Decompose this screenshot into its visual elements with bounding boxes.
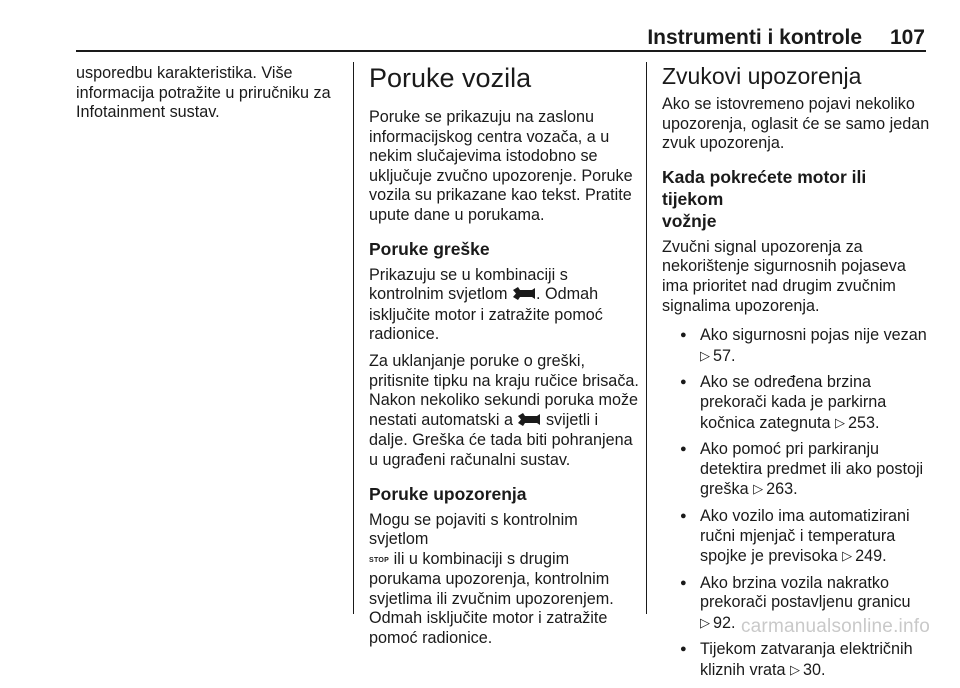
bullet-icon: ● (680, 376, 687, 389)
error-paragraph-1: Prikazuju se u kombinaciji s kontrolnim svjetlom . Odmah isključite motor i zatražite pomoć radionice. (369, 265, 603, 344)
page-reference-icon: ▷ (835, 414, 845, 430)
column-1 (76, 64, 346, 130)
column-divider (353, 62, 354, 614)
chimes-intro: Ako se istovremeno pojavi nekoliko upozorenja, oglasit će se samo jedan zvuk upozorenja. (662, 95, 930, 153)
list-item: ● Ako sigurnosni pojas nije vezan ▷ 57. (680, 326, 927, 365)
page-reference-icon: ▷ (842, 548, 853, 564)
heading-error-messages: Poruke greške (369, 238, 490, 259)
page-number: 107 (889, 26, 925, 49)
warning-paragraph: Mogu se pojaviti s kontrolnim svjetlom STOP ili u kombinaciji s drugim porukama upozorenja, kontrolnim svjetlima ili zvučnim upozorenjem. Odmah isključite motor i zatražite pomoć radionice. (369, 510, 614, 648)
list-item: ● Ako vozilo ima automatizirani ručni mjenjač i temperatura spojke je previsoka ▷ 249. (680, 506, 910, 566)
page-reference-icon: ▷ (789, 662, 800, 678)
bullet-icon: ● (680, 576, 687, 589)
column-3 (662, 62, 932, 688)
page-reference[interactable]: 253. (848, 413, 880, 432)
page-reference[interactable]: 263. (766, 480, 798, 499)
heading-warning-messages: Poruke upozorenja (369, 483, 527, 504)
page-reference-icon: ▷ (700, 614, 710, 630)
list-item: ● Ako pomoć pri parkiranju detektira predmet ili ako postoji greška ▷ 263. (680, 440, 924, 499)
page-reference[interactable]: 30. (802, 661, 826, 680)
bullet-icon: ● (680, 509, 687, 522)
section-title-warning-chimes: Zvukovi upozorenja (662, 63, 862, 89)
header-rule (76, 50, 926, 52)
section-title-vehicle-messages: Poruke vozila (369, 63, 532, 93)
continued-paragraph: usporedbu karakteristika. Više informacija potražite u priručniku za Infotainment sustav. (76, 64, 331, 122)
wrench-icon (512, 286, 536, 306)
column-divider (646, 62, 647, 614)
page-reference[interactable]: 57. (713, 346, 736, 365)
stop-icon: STOP (369, 556, 390, 564)
bullet-icon: ● (680, 329, 687, 342)
heading-starting-engine: Kada pokrećete motor ili tijekom vožnje (662, 166, 867, 231)
column-2 (369, 62, 641, 656)
page-reference[interactable]: 92. (713, 613, 736, 632)
wrench-icon (517, 412, 541, 432)
page-reference-icon: ▷ (753, 481, 764, 497)
bullet-icon: ● (680, 643, 687, 656)
error-paragraph-2: Za uklanjanje poruke o greški, pritisnite tipku na kraju ručice brisača. Nakon nekoliko sekundi poruka može nestati automatski a svijetli i dalje. Greška će tada biti pohranjena u ugrađeni računalni sustav. (369, 351, 639, 469)
bullet-icon: ● (680, 443, 687, 456)
header-title: Instrumenti i kontrole (647, 26, 862, 49)
watermark: carmanualsonline.info (740, 616, 930, 637)
seatbelt-paragraph: Zvučni signal upozorenja za nekorištenje sigurnosnih pojaseva ima prioritet nad drugim zvučnim signalima upozorenja. (662, 237, 906, 315)
intro-paragraph: Poruke se prikazuju na zaslonu informacijskog centra vozača, a u nekim slučajevima istodobno se uključuje zvučno upozorenje. Poruke vozila su prikazane kao tekst. Pratite upute dane u porukama. (369, 108, 633, 224)
list-item: ● Tijekom zatvaranja električnih kliznih vrata ▷ 30. (680, 640, 913, 680)
page-reference-icon: ▷ (700, 347, 710, 363)
list-item: ● Ako se određena brzina prekorači kada je parkirna kočnica zategnuta ▷ 253. (680, 373, 887, 432)
page-reference[interactable]: 249. (855, 547, 887, 566)
list-item: ● Ako brzina vozila nakratko prekorači postavljenu granicu ▷ 92. (680, 573, 911, 632)
